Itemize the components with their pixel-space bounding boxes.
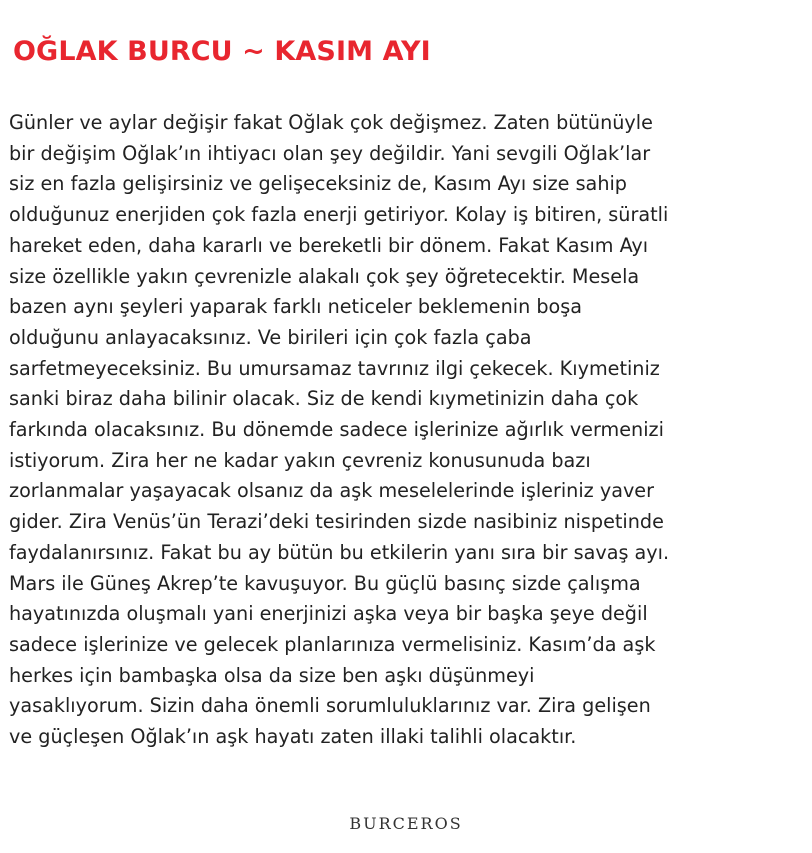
body-line: yasaklıyorum. Sizin daha önemli sorumluluklarınız var. Zira gelişen [9, 694, 651, 718]
body-line: farkında olacaksınız. Bu dönemde sadece işlerinize ağırlık vermenizi [9, 418, 664, 442]
body-line: sarfetmeyeceksiniz. Bu umursamaz tavrınız ilgi çekecek. Kıymetiniz [9, 356, 660, 380]
body-line: ve güçleşen Oğlak’ın aşk hayatı zaten illaki talihli olacaktır. [9, 725, 577, 749]
body-line: bir değişim Oğlak’ın ihtiyacı olan şey değildir. Yani sevgili Oğlak’lar [9, 141, 651, 165]
body-line: zorlanmalar yaşayacak olsanız da aşk meselelerinde işleriniz yaver [9, 479, 655, 503]
body-line: size özellikle yakın çevrenizle alakalı çok şey öğretecektir. Mesela [9, 264, 640, 288]
brand-footer: BURCEROS [349, 814, 463, 833]
body-line: siz en fazla gelişirsiniz ve gelişeceksiniz de, Kasım Ayı size sahip [9, 172, 627, 196]
body-line: Günler ve aylar değişir fakat Oğlak çok değişmez. Zaten bütünüyle [9, 111, 653, 134]
body-line: bazen aynı şeyleri yaparak farklı neticeler beklemenin boşa [9, 295, 583, 319]
body-line: gider. Zira Venüs’ün Terazi’deki tesirinden sizde nasibiniz nispetinde [9, 510, 664, 534]
body-line: herkes için bambaşka olsa da size ben aşkı düşünmeyi [9, 663, 535, 687]
body-line: istiyorum. Zira her ne kadar yakın çevreniz konusunuda bazı [9, 448, 591, 472]
body-line: sanki biraz daha bilinir olacak. Siz de kendi kıymetinizin daha çok [9, 387, 639, 411]
body-line: hayatınızda oluşmalı yani enerjinizi aşka veya bir başka şeye değil [9, 602, 648, 626]
body-line: olduğunu anlayacaksınız. Ve birileri için çok fazla çaba [9, 325, 532, 349]
body-line: sadece işlerinize ve gelecek planlarınıza vermelisiniz. Kasım’da aşk [9, 632, 656, 656]
article-title: OĞLAK BURCU ~ KASIM AYI [13, 36, 431, 67]
article-body [9, 108, 805, 753]
body-line: faydalanırsınız. Fakat bu ay bütün bu etkilerin yanı sıra bir savaş ayı. [9, 540, 670, 564]
body-line: Mars ile Güneş Akrep’te kavuşuyor. Bu güçlü basınç sizde çalışma [9, 571, 641, 595]
body-line: hareket eden, daha kararlı ve bereketli bir dönem. Fakat Kasım Ayı [9, 233, 649, 257]
body-line: olduğunuz enerjiden çok fazla enerji getiriyor. Kolay iş bitiren, süratli [9, 203, 669, 227]
